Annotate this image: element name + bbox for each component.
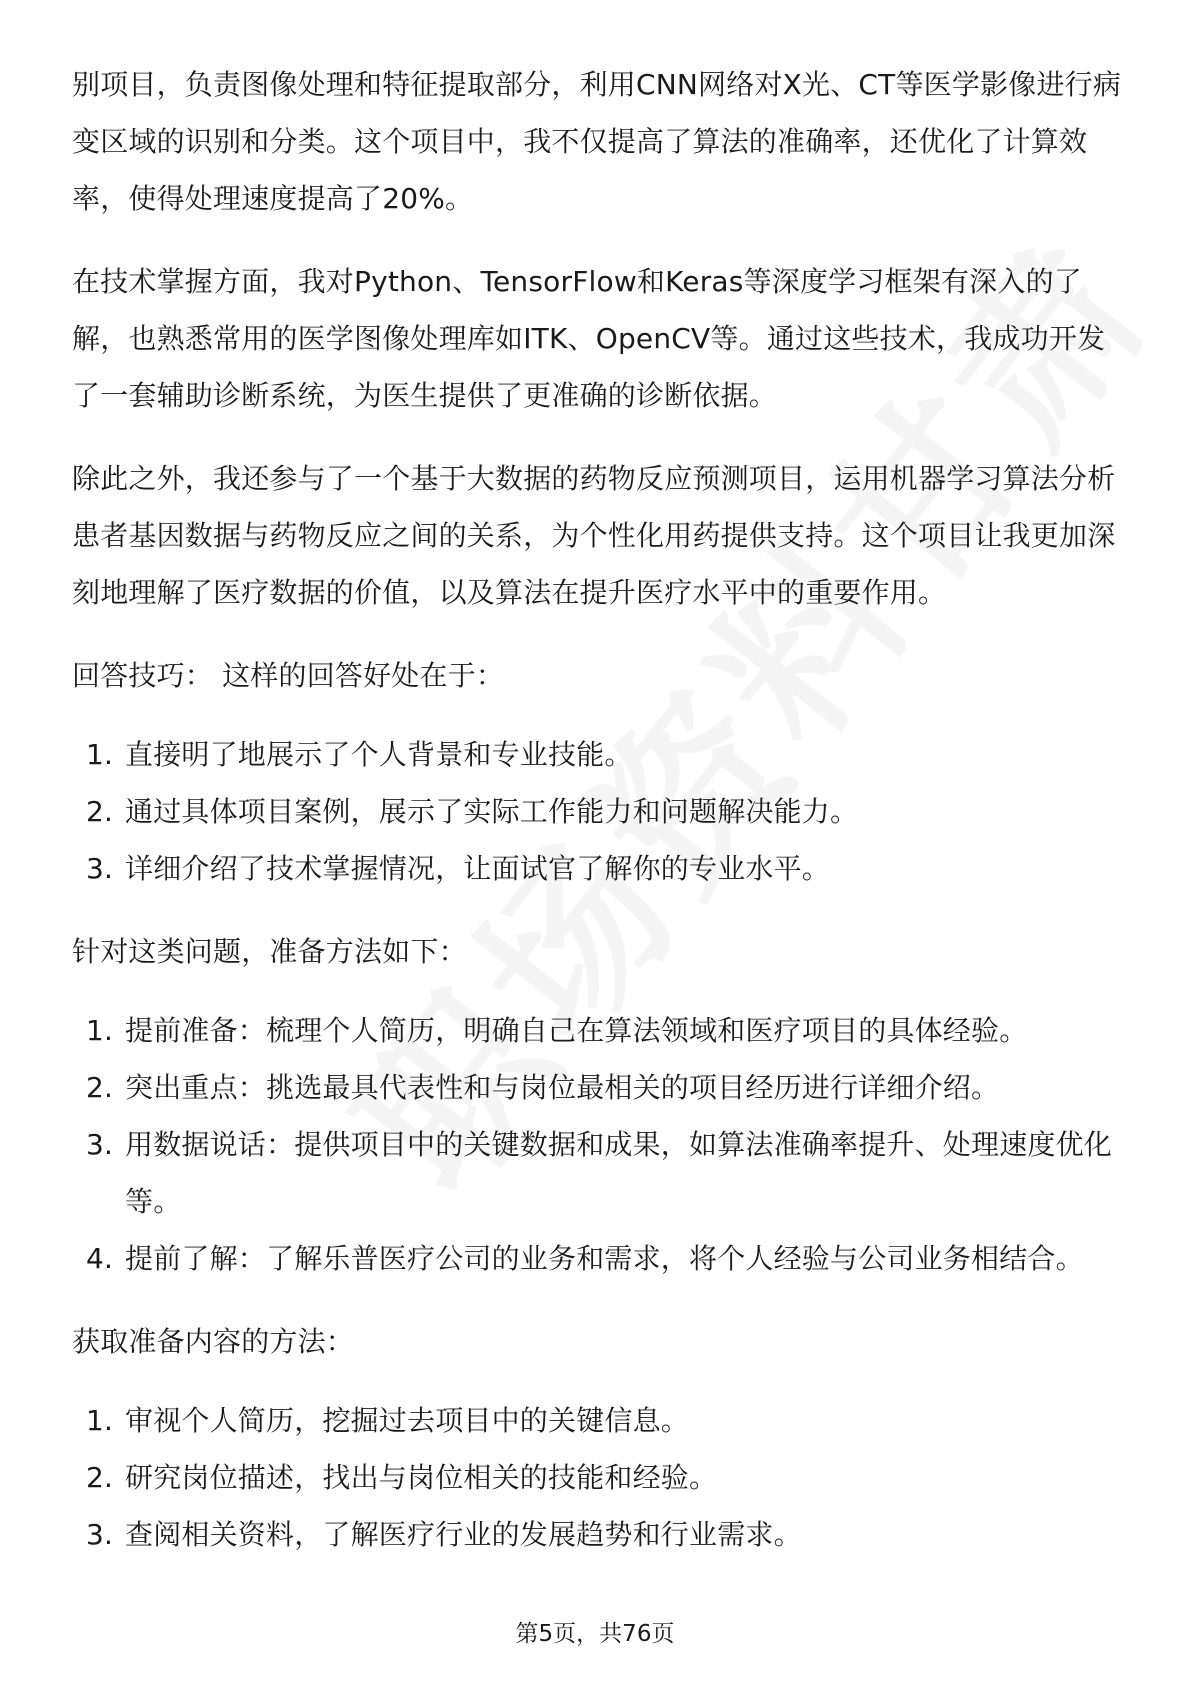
paragraph-project-detail: 别项目，负责图像处理和特征提取部分，利用CNN网络对X光、CT等医学影像进行病变区域的识别和分类。这个项目中，我不仅提高了算法的准确率，还优化了计算效率，使得处理速度提高了20%。	[72, 68, 1122, 215]
list-item-text: 审视个人简历，挖掘过去项目中的关键信息。	[125, 1404, 690, 1437]
list-number: 1.	[86, 1404, 114, 1437]
list-item-text: 提前了解：了解乐普医疗公司的业务和需求，将个人经验与公司业务相结合。	[125, 1242, 1084, 1275]
list-item-text: 查阅相关资料，了解医疗行业的发展趋势和行业需求。	[125, 1518, 802, 1551]
list-item-text: 突出重点：挑选最具代表性和与岗位最相关的项目经历进行详细介绍。	[125, 1071, 1000, 1104]
paragraph-tech-skills: 在技术掌握方面，我对Python、TensorFlow和Keras等深度学习框架有深入的了解，也熟悉常用的医学图像处理库如ITK、OpenCV等。通过这些技术，我成功开发了一套辅助诊断系统，为医生提供了更准确的诊断依据。	[72, 265, 1106, 412]
list-item-text: 研究岗位描述，找出与岗位相关的技能和经验。	[125, 1461, 718, 1494]
list-item	[72, 783, 1132, 840]
list-item	[72, 1116, 1132, 1230]
methods-list	[72, 1392, 1132, 1563]
list-item	[72, 1392, 1132, 1449]
list-item	[72, 1059, 1132, 1116]
page-content	[72, 56, 1132, 1589]
list-item	[72, 1002, 1132, 1059]
list-item-text: 直接明了地展示了个人背景和专业技能。	[125, 738, 633, 771]
list-number: 2.	[86, 795, 114, 828]
list-number: 1.	[86, 1014, 114, 1047]
prep-heading: 针对这类问题，准备方法如下：	[72, 935, 467, 968]
list-item	[72, 1230, 1132, 1287]
page-number-footer: 第5页，共76页	[515, 1621, 675, 1647]
list-item	[72, 726, 1132, 783]
tips-list	[72, 726, 1132, 897]
list-item	[72, 1506, 1132, 1563]
list-number: 2.	[86, 1461, 114, 1494]
list-item-text: 通过具体项目案例，展示了实际工作能力和问题解决能力。	[125, 795, 859, 828]
list-item-text: 详细介绍了技术掌握情况，让面试官了解你的专业水平。	[125, 852, 831, 885]
list-number: 3.	[86, 1128, 114, 1161]
list-item-text: 提前准备：梳理个人简历，明确自己在算法领域和医疗项目的具体经验。	[125, 1014, 1028, 1047]
prep-list	[72, 1002, 1132, 1287]
tips-heading: 回答技巧： 这样的回答好处在于：	[72, 659, 505, 692]
paragraph-other-project: 除此之外，我还参与了一个基于大数据的药物反应预测项目，运用机器学习算法分析患者基因数据与药物反应之间的关系，为个性化用药提供支持。这个项目让我更加深刻地理解了医疗数据的价值，以及算法在提升医疗水平中的重要作用。	[72, 462, 1116, 609]
list-number: 3.	[86, 1518, 114, 1551]
list-item	[72, 1449, 1132, 1506]
list-number: 4.	[86, 1242, 114, 1275]
list-number: 1.	[86, 738, 114, 771]
methods-heading: 获取准备内容的方法：	[72, 1325, 355, 1358]
list-number: 2.	[86, 1071, 114, 1104]
list-item-text: 用数据说话：提供项目中的关键数据和成果，如算法准确率提升、处理速度优化等。	[125, 1128, 1113, 1218]
list-number: 3.	[86, 852, 114, 885]
list-item	[72, 840, 1132, 897]
